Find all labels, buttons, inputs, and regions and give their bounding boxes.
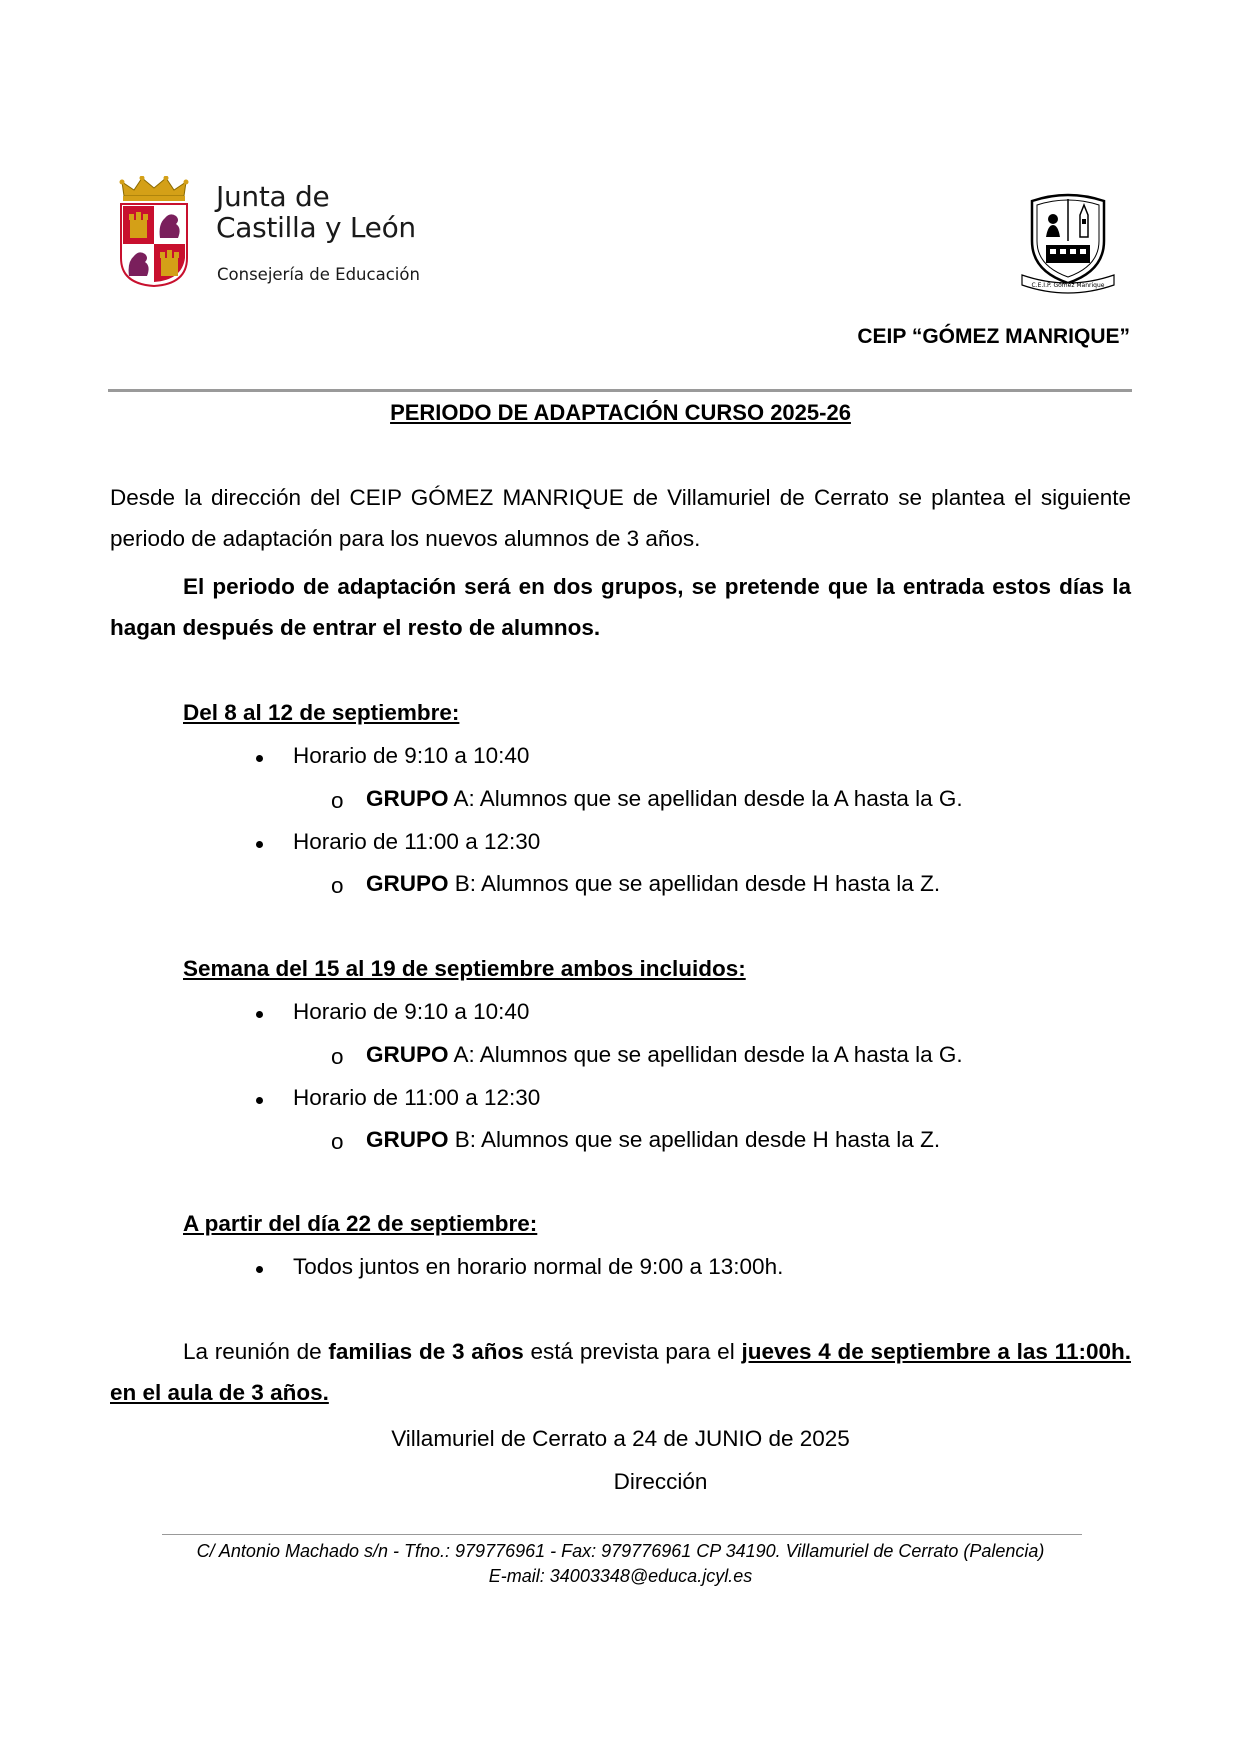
schedule-text: Horario de 9:10 a 10:40 [293,999,530,1024]
bullet-dot-icon [256,1266,263,1273]
bullet-dot-icon [256,1097,263,1104]
schedule-text: Horario de 9:10 a 10:40 [293,743,530,768]
bullet-dot-icon [256,841,263,848]
org-name-line1: Junta de [216,180,330,213]
meeting-text-1: La reunión de [183,1339,329,1364]
group-label: GRUPO [366,1042,449,1067]
section-heading: Semana del 15 al 19 de septiembre ambos incluidos: [183,956,746,981]
place-date: Villamuriel de Cerrato a 24 de JUNIO de 2025 [391,1426,850,1451]
bullet-dot-icon [256,1011,263,1018]
school-seal-text: C.E.I.P. Gómez Manrique [1031,282,1105,289]
group-label: GRUPO [366,1127,449,1152]
intro-paragraph: Desde la dirección del CEIP GÓMEZ MANRIQUE de Villamuriel de Cerrato se plantea el siguiente periodo de adaptación para los nuevos alumnos de 3 años. [110,485,1131,551]
schedule-text: Horario de 11:00 a 12:30 [293,829,541,854]
circle-bullet-icon: o [331,1129,344,1154]
jcyl-coat-of-arms-logo [118,176,190,288]
footer-address: C/ Antonio Machado s/n - Tfno.: 979776961 - Fax: 979776961 CP 34190. Villamuriel de Cerrato (Palencia) [196,1541,1045,1561]
schedule-text: Todos juntos en horario normal de 9:00 a 13:00h. [293,1254,784,1279]
footer-email: E-mail: 34003348@educa.jcyl.es [488,1566,753,1586]
section-heading: A partir del día 22 de septiembre: [183,1211,538,1236]
section-heading: Del 8 al 12 de septiembre: [183,700,460,725]
group-text: A: Alumnos que se apellidan desde la A hasta la G. [448,1042,963,1067]
meeting-audience: familias de 3 años [328,1339,524,1364]
circle-bullet-icon: o [331,788,344,813]
org-name [216,181,416,243]
group-text: A: Alumnos que se apellidan desde la A hasta la G. [448,786,963,811]
signature: Dirección [613,1469,708,1494]
org-department: Consejería de Educación [217,265,420,284]
group-label: GRUPO [366,871,449,896]
highlight-paragraph: El periodo de adaptación será en dos grupos, se pretende que la entrada estos días la hagan después de entrar el resto de alumnos. [110,574,1131,640]
school-name: CEIP “GÓMEZ MANRIQUE” [857,325,1130,348]
meeting-paragraph [110,1331,1131,1413]
circle-bullet-icon: o [331,873,344,898]
bullet-dot-icon [256,755,263,762]
group-label: GRUPO [366,786,449,811]
header-divider [108,389,1132,392]
meeting-date-place: jueves 4 de septiembre a las 11:00h. en el aula de 3 años. [110,1339,1131,1405]
school-seal-logo [1018,191,1118,295]
org-name-line2: Castilla y León [216,211,416,244]
footer-divider [162,1534,1082,1535]
circle-bullet-icon: o [331,1044,344,1069]
schedule-text: Horario de 11:00 a 12:30 [293,1085,541,1110]
document-title: PERIODO DE ADAPTACIÓN CURSO 2025-26 [390,400,851,425]
group-text: B: Alumnos que se apellidan desde H hasta la Z. [448,871,941,896]
group-text: B: Alumnos que se apellidan desde H hasta la Z. [448,1127,941,1152]
meeting-text-2: está prevista para el [523,1339,742,1364]
